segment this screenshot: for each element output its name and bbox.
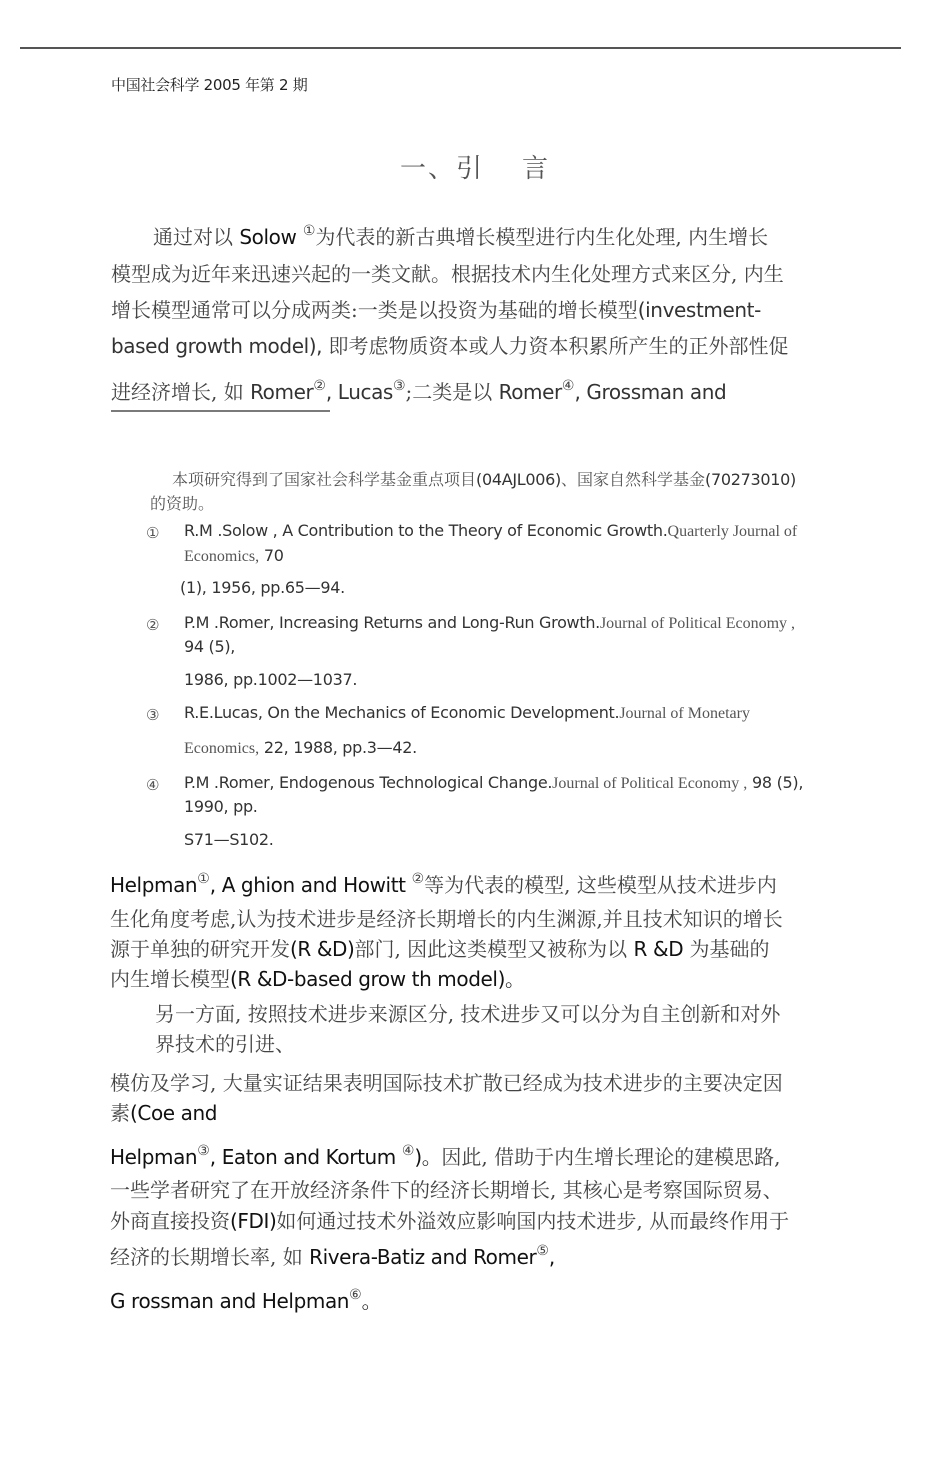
footnote-3-cont: Economics, 22, 1988, pp.3—42. [184,738,417,757]
body-line: Helpman③, Eaton and Kortum ④)。因此, 借助于内生增长理论的建模思路, [110,1143,781,1169]
funding-note-cont: 的资助。 [150,494,215,513]
footnote-marker: ③ [146,706,160,724]
body-line: 经济的长期增长率, 如 Rivera-Batiz and Romer⑤, [110,1243,555,1269]
footnote-ref[interactable]: ① [302,223,316,239]
footnote-marker: ① [146,524,160,542]
body-line: 源于单独的研究开发(R &D)部门, 因此这类模型又被称为以 R &D 为基础的 [110,937,770,961]
body-line: 模仿及学习, 大量实证结果表明国际技术扩散已经成为技术进步的主要决定因 [110,1071,783,1095]
footnote-ref[interactable]: ⑤ [536,1243,549,1259]
body-line: 一些学者研究了在开放经济条件下的经济长期增长, 其核心是考察国际贸易、 [110,1178,783,1202]
top-rule [20,47,901,49]
body-line: Helpman①, A ghion and Howitt ②等为代表的模型, 这些模型从技术进步内 [110,871,777,897]
footnote-1-cont: (1), 1956, pp.65—94. [180,578,345,597]
running-head: 中国社会科学 2005 年第 2 期 [111,76,308,94]
body-line: 另一方面, 按照技术进步来源区分, 技术进步又可以分为自主创新和对外 [155,1002,781,1026]
footnote-ref[interactable]: ③ [197,1143,210,1159]
footnote-marker: ④ [146,776,160,794]
footnote-1-cont: Economics, 70 [184,546,284,565]
body-line: 内生增长模型(R &D-based grow th model)。 [110,967,525,991]
body-line: 模型成为近年来迅速兴起的一类文献。根据技术内生化处理方式来区分, 内生 [111,262,784,286]
footnote-ref[interactable]: ④ [401,1143,415,1159]
footnote-2-cont: 94 (5), [184,637,236,656]
footnote-separator [111,410,330,412]
body-line: G rossman and Helpman⑥。 [110,1287,382,1313]
funding-note: 本项研究得到了国家社会科学基金重点项目(04AJL006)、国家自然科学基金(70273010) [172,470,796,489]
body-line: 生化角度考虑,认为技术进步是经济长期增长的内生渊源,并且技术知识的增长 [110,907,783,931]
body-line: 界技术的引进、 [155,1032,295,1056]
footnote-ref[interactable]: ② [313,378,326,394]
footnote-marker: ② [146,616,160,634]
footnote-ref[interactable]: ③ [392,378,406,394]
body-line: 进经济增长, 如 Romer②, Lucas③;二类是以 Romer④, Grossman and [111,378,727,404]
footnote-ref[interactable]: ② [411,871,425,887]
body-line: based growth model), 即考虑物质资本或人力资本积累所产生的正外部性促 [111,334,789,358]
footnote-4-cont: S71—S102. [184,830,274,849]
footnote-4-cont: 1990, pp. [184,797,258,816]
footnote-ref[interactable]: ④ [561,378,575,394]
footnote-ref[interactable]: ⑥ [349,1287,362,1303]
section-title [0,148,950,185]
section-title-part2: 言 [522,154,551,184]
footnote-4: P.M .Romer, Endogenous Technological Change.Journal of Political Economy , 98 (5), [184,773,804,792]
body-line: 通过对以 Solow ①为代表的新古典增长模型进行内生化处理, 内生增长 [153,223,769,249]
footnote-1: R.M .Solow , A Contribution to the Theory of Economic Growth.Quarterly Journal of [184,521,798,540]
footnote-2: P.M .Romer, Increasing Returns and Long-Run Growth.Journal of Political Economy , [184,613,796,632]
footnote-ref[interactable]: ① [197,871,210,887]
footnote-3: R.E.Lucas, On the Mechanics of Economic Development.Journal of Monetary [184,703,750,722]
section-title-part1: 一、引 [399,154,484,184]
body-line: 增长模型通常可以分成两类:一类是以投资为基础的增长模型(investment- [111,298,761,322]
body-line: 外商直接投资(FDI)如何通过技术外溢效应影响国内技术进步, 从而最终作用于 [110,1209,790,1233]
body-line: 素(Coe and [110,1101,218,1125]
footnote-2-cont: 1986, pp.1002—1037. [184,670,358,689]
